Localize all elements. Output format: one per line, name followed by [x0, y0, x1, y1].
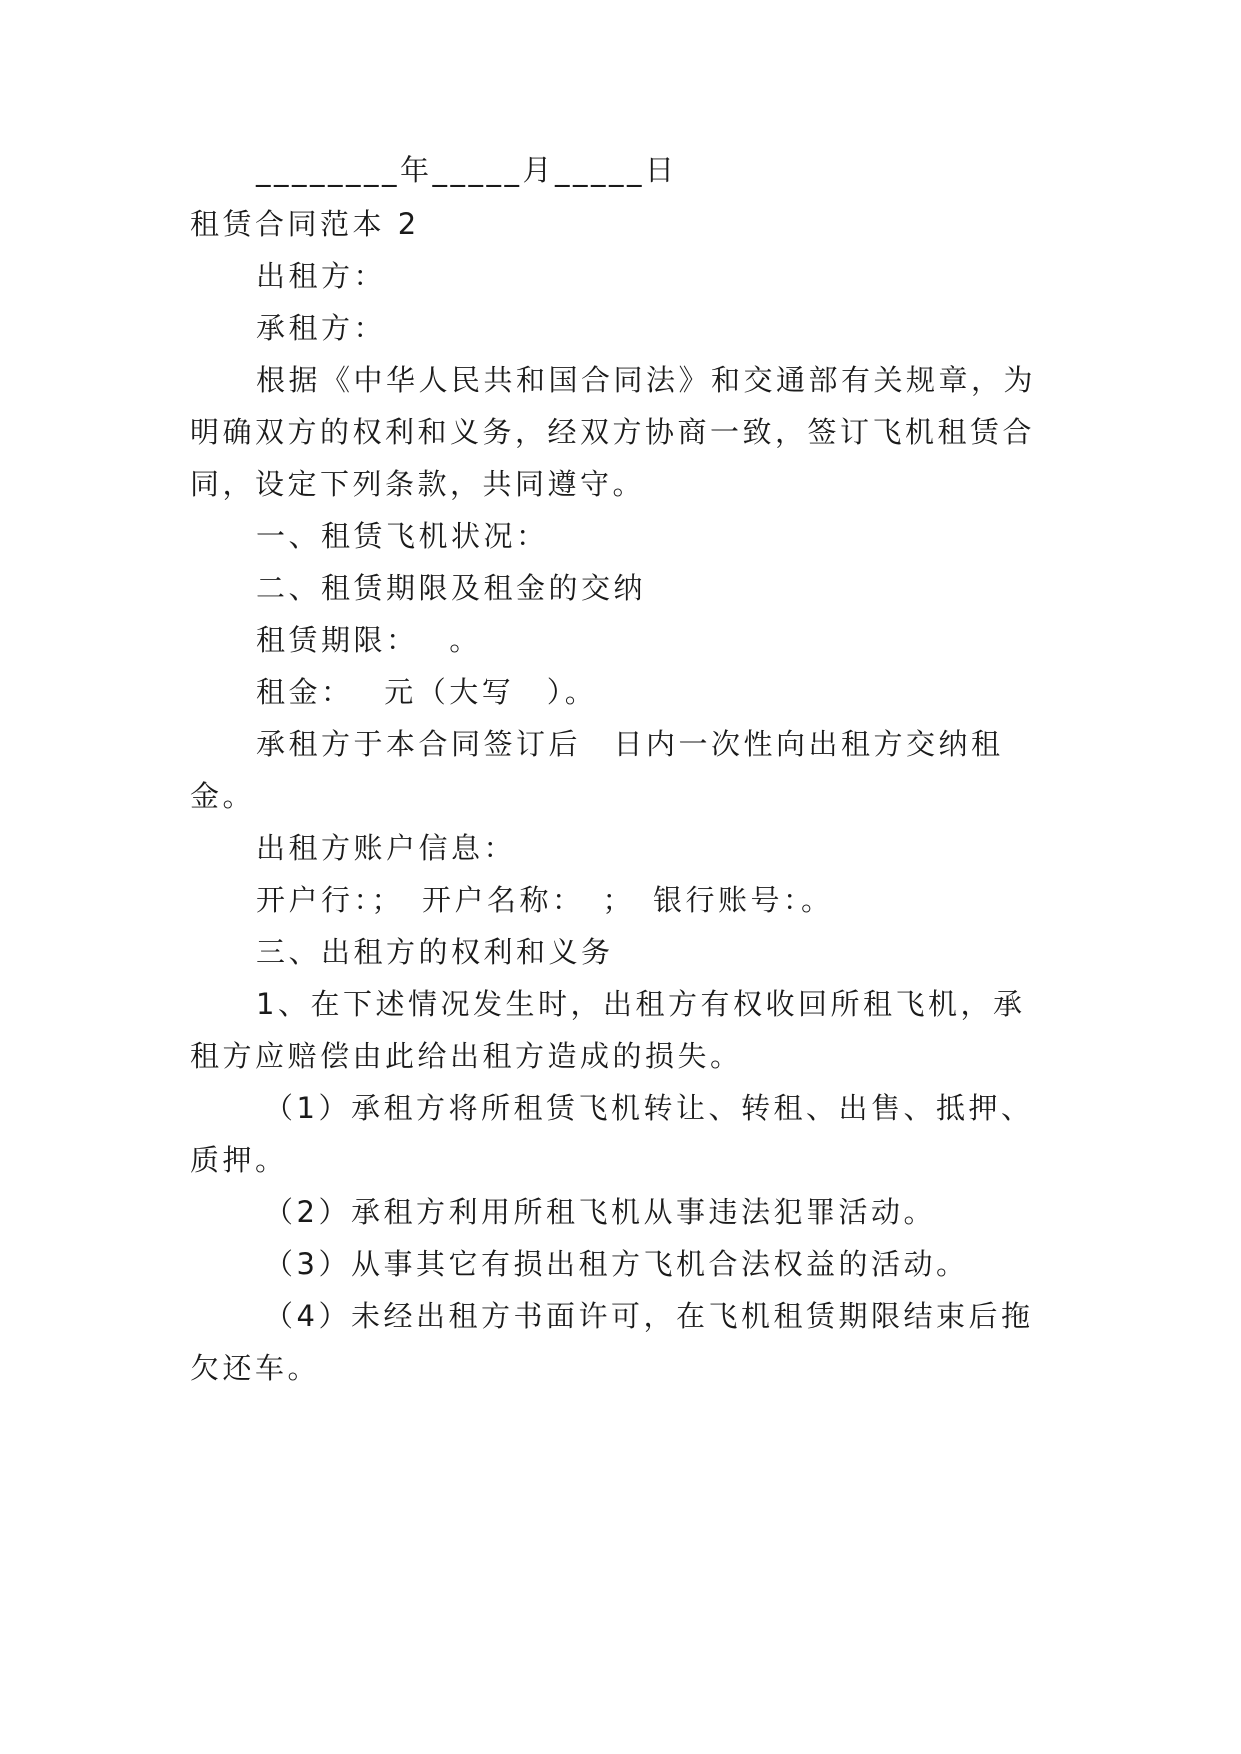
item-3: （3）从事其它有损出租方飞机合法权益的活动。: [264, 1247, 969, 1281]
bank-details: 开户行：； 开户名称： ； 银行账号：。: [256, 883, 834, 917]
intro-line-3: 同，设定下列条款，共同遵守。: [190, 467, 646, 501]
intro-line-2: 明确双方的权利和义务，经双方协商一致，签订飞机租赁合: [190, 415, 1036, 449]
payment-line-1: 承租方于本合同签订后 日内一次性向出租方交纳租: [256, 727, 1004, 761]
lessee-label: 承租方：: [256, 311, 387, 345]
item-4-line-1: （4）未经出租方书面许可，在飞机租赁期限结束后拖: [264, 1299, 1034, 1333]
section-2-heading: 二、租赁期限及租金的交纳: [256, 571, 647, 605]
lease-term: 租赁期限： 。: [256, 623, 482, 657]
item-1-line-1: （1）承租方将所租赁飞机转让、转租、出售、抵押、: [264, 1091, 1034, 1125]
clause-1-line-2: 租方应赔偿由此给出租方造成的损失。: [190, 1039, 743, 1073]
section-1-heading: 一、租赁飞机状况：: [256, 519, 549, 553]
item-4-line-2: 欠还车。: [190, 1351, 321, 1385]
item-1-line-2: 质押。: [190, 1143, 288, 1177]
item-2: （2）承租方利用所租飞机从事违法犯罪活动。: [264, 1195, 936, 1229]
payment-line-2: 金。: [190, 779, 256, 813]
date-line: ________年_____月_____日: [256, 153, 678, 187]
clause-1-line-1: 1、在下述情况发生时，出租方有权收回所租飞机，承: [256, 987, 1026, 1021]
section-3-heading: 三、出租方的权利和义务: [256, 935, 614, 969]
intro-line-1: 根据《中华人民共和国合同法》和交通部有关规章，为: [256, 363, 1037, 397]
page-title: 租赁合同范本 2: [190, 207, 420, 241]
account-info-label: 出租方账户信息：: [256, 831, 517, 865]
lessor-label: 出租方：: [256, 259, 387, 293]
rent: 租金： 元（大写 ）。: [256, 675, 598, 709]
